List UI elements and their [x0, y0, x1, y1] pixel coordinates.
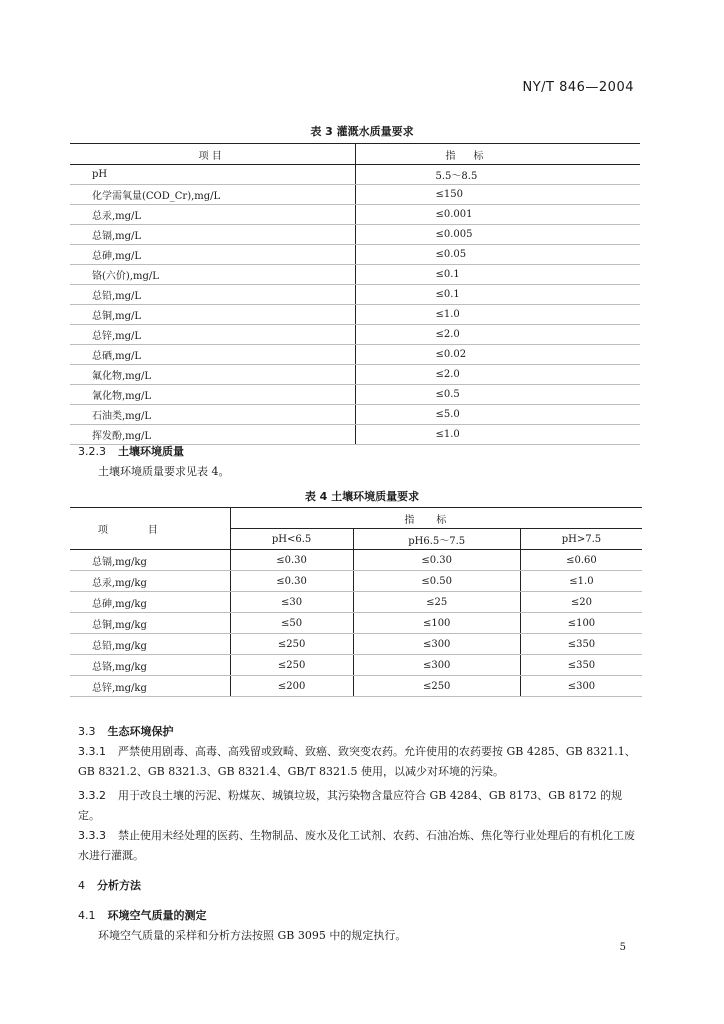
- table3-item: 总铜,mg/L: [70, 305, 355, 325]
- table4-caption: 表 4 土壤环境质量要求: [304, 490, 420, 503]
- section-3-3-2: 3.3.2 用于改良土壤的污泥、粉煤灰、城镇垃圾，其污染物含量应符合 GB 4284、GB 8173、GB 8172 的规定。: [78, 789, 623, 822]
- table3-value: ≤0.02: [355, 345, 640, 365]
- table3-item: 总铅,mg/L: [70, 285, 355, 305]
- table3-value: ≤2.0: [355, 365, 640, 385]
- table4-item: 总铅,mg/kg: [70, 634, 230, 655]
- section-3-2-3-body: 土壤环境质量要求见表 4。: [98, 465, 230, 478]
- section-4-heading: 4 分析方法: [78, 879, 141, 892]
- table-row: [70, 265, 640, 285]
- standard-code: NY/T 846—2004: [522, 80, 634, 95]
- table4-item: 总镉,mg/kg: [70, 550, 230, 571]
- table3-item: 总汞,mg/L: [70, 205, 355, 225]
- table4-value: ≤1.0: [520, 571, 642, 592]
- table3-value: ≤0.1: [355, 265, 640, 285]
- table4-col-header: pH<6.5: [230, 529, 353, 550]
- table3-item: 总硒,mg/L: [70, 345, 355, 365]
- table4-value: ≤350: [520, 634, 642, 655]
- table-row: [70, 571, 642, 592]
- table-row: [70, 205, 640, 225]
- irrigation-water-table: [70, 143, 640, 445]
- table3-header-item: 项 目: [70, 144, 355, 165]
- table4-col-header: pH>7.5: [520, 529, 642, 550]
- table4-value: ≤0.30: [353, 550, 520, 571]
- section-3-2-3-heading: 3.2.3 土壤环境质量: [78, 445, 184, 458]
- table3-caption: 表 3 灌溉水质量要求: [310, 125, 414, 138]
- table4-value: ≤200: [230, 676, 353, 697]
- table3-value: ≤150: [355, 185, 640, 205]
- table3-value: ≤1.0: [355, 305, 640, 325]
- table3-item: 总砷,mg/L: [70, 245, 355, 265]
- table3-item: 氰化物,mg/L: [70, 385, 355, 405]
- table4-value: ≤25: [353, 592, 520, 613]
- table-row: [70, 592, 642, 613]
- section-4-1-heading: 4.1 环境空气质量的测定: [78, 909, 207, 922]
- table4-value: ≤0.30: [230, 550, 353, 571]
- table-row: [70, 405, 640, 425]
- section-3-3-3: 3.3.3 禁止使用未经处理的医药、生物制品、废水及化工试剂、农药、石油冶炼、焦化等行业处理后的有机化工废水进行灌溉。: [78, 829, 635, 862]
- section-3-3-1: 3.3.1 严禁使用剧毒、高毒、高残留或致畸、致癌、致突变农药。允许使用的农药要按 GB 4285、GB 8321.1、GB 8321.2、GB 8321.3、GB 8321.4、GB/T 8321.5 使用，以减少对环境的污染。: [78, 745, 636, 778]
- table-row: [70, 185, 640, 205]
- table-row: [70, 165, 640, 185]
- table4-item: 总铜,mg/kg: [70, 613, 230, 634]
- table4-value: ≤250: [230, 655, 353, 676]
- table-row: [70, 655, 642, 676]
- table-row: [70, 550, 642, 571]
- table4-value: ≤350: [520, 655, 642, 676]
- table-row: [70, 245, 640, 265]
- table3-item: 挥发酚,mg/L: [70, 425, 355, 445]
- table4-value: ≤30: [230, 592, 353, 613]
- table4-header-item: 项目: [70, 508, 230, 550]
- table4-col-header: pH6.5～7.5: [353, 529, 520, 550]
- table-row: [70, 385, 640, 405]
- table3-item: 总镉,mg/L: [70, 225, 355, 245]
- table-row: [70, 325, 640, 345]
- section-3-3-heading: 3.3 生态环境保护: [78, 725, 174, 738]
- table4-value: ≤100: [353, 613, 520, 634]
- table3-value: ≤1.0: [355, 425, 640, 445]
- table-row: [70, 285, 640, 305]
- table-row: [70, 676, 642, 697]
- table4-item: 总汞,mg/kg: [70, 571, 230, 592]
- table4-value: ≤250: [353, 676, 520, 697]
- table3-value: ≤0.001: [355, 205, 640, 225]
- table3-item: 石油类,mg/L: [70, 405, 355, 425]
- soil-quality-table: [70, 507, 642, 697]
- table3-value: ≤2.0: [355, 325, 640, 345]
- table4-value: ≤300: [520, 676, 642, 697]
- table3-value: ≤0.05: [355, 245, 640, 265]
- table4-value: ≤20: [520, 592, 642, 613]
- table-row: [70, 305, 640, 325]
- table4-value: ≤0.30: [230, 571, 353, 592]
- table4-value: ≤50: [230, 613, 353, 634]
- section-4-1-body: 环境空气质量的采样和分析方法按照 GB 3095 中的规定执行。: [98, 929, 407, 942]
- table4-value: ≤0.60: [520, 550, 642, 571]
- page-number: 5: [619, 942, 626, 953]
- table3-value: ≤0.005: [355, 225, 640, 245]
- table4-value: ≤100: [520, 613, 642, 634]
- table3-value: ≤5.0: [355, 405, 640, 425]
- table3-value: ≤0.5: [355, 385, 640, 405]
- table3-value: ≤0.1: [355, 285, 640, 305]
- table4-item: 总砷,mg/kg: [70, 592, 230, 613]
- table4-header-group: 指标: [230, 508, 642, 529]
- table3-item: 总锌,mg/L: [70, 325, 355, 345]
- table4-item: 总锌,mg/kg: [70, 676, 230, 697]
- table3-item: 氟化物,mg/L: [70, 365, 355, 385]
- table-row: [70, 613, 642, 634]
- table3-item: 化学需氧量(COD_Cr),mg/L: [70, 185, 355, 205]
- table-row: [70, 225, 640, 245]
- table4-item: 总铬,mg/kg: [70, 655, 230, 676]
- table3-header-value: 指标: [355, 144, 640, 165]
- table4-value: ≤300: [353, 634, 520, 655]
- table4-value: ≤0.50: [353, 571, 520, 592]
- table-row: [70, 634, 642, 655]
- table3-item: pH: [70, 165, 355, 185]
- table3-value: 5.5～8.5: [355, 165, 640, 185]
- table-row: [70, 365, 640, 385]
- table4-value: ≤300: [353, 655, 520, 676]
- table4-value: ≤250: [230, 634, 353, 655]
- table3-item: 铬(六价),mg/L: [70, 265, 355, 285]
- table-row: [70, 345, 640, 365]
